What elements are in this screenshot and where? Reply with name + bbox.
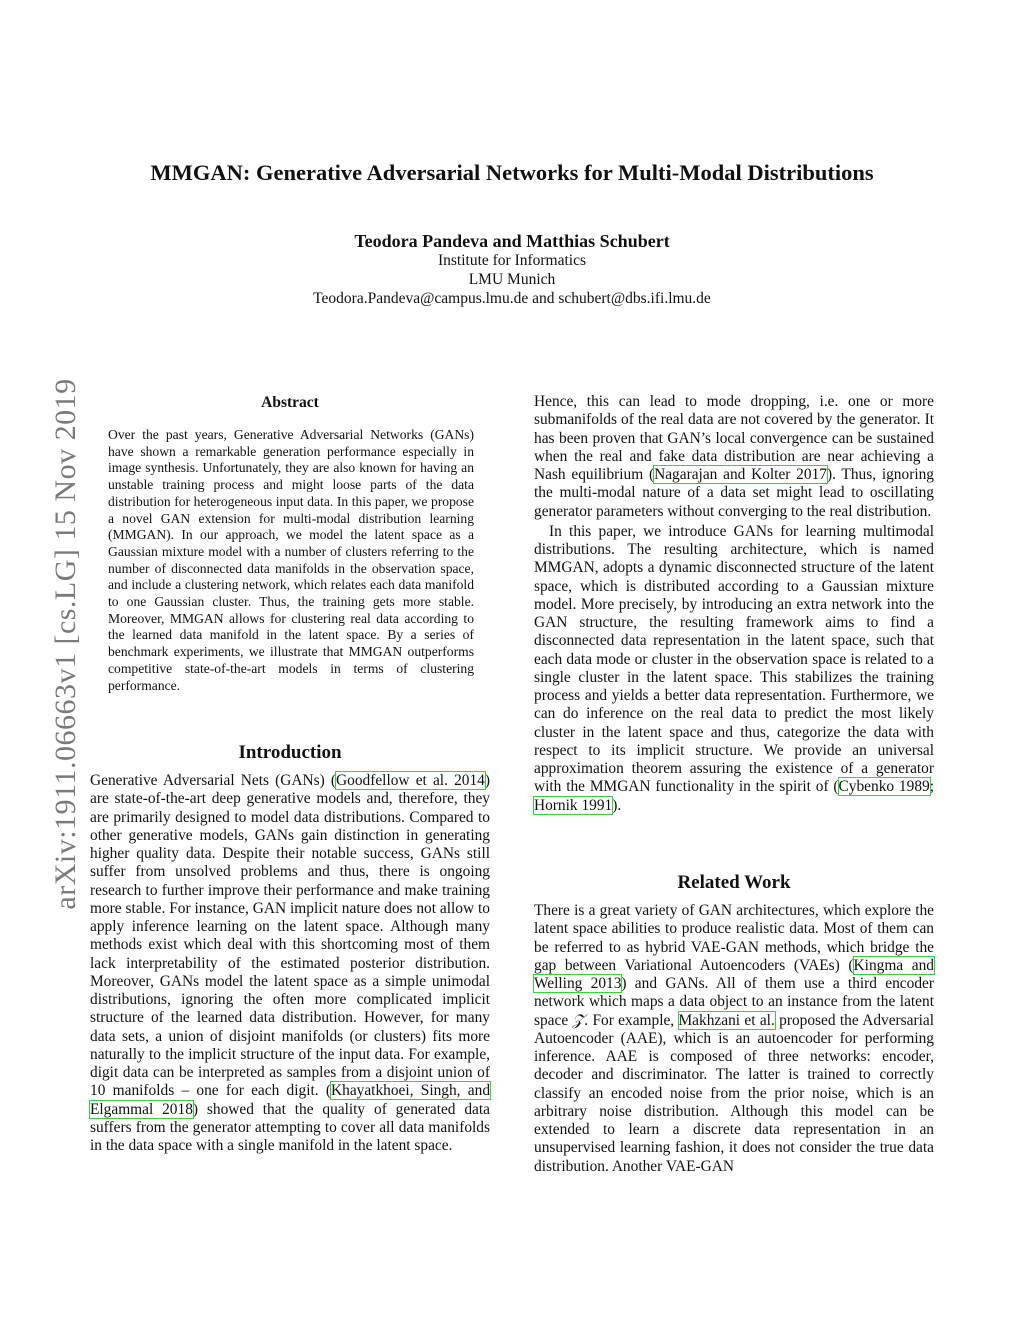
text-run: ) and GANs. All of them use a third encoder network which maps a data object to an instance from the latent space xyxy=(534,975,934,1029)
text-run: In this paper, we introduce GANs for learning multimodal distributions. The resulting architecture, which is named MMGAN, adopts a dynamic disconnected structure of the latent space, which is distributed according to a Gaussian mixture model. More precisely, by introducing an extra network into the GAN structure, the resulting framework aims to find a disconnected data representation in the latent space, such that each data mode or cluster in the observation space is related to a single cluster in the latent space. This stabilizes the training process and yields a better data representation. Furthermore, we can do inference on the real data to predict the most likely cluster in the latent space and thus, categorize the data with respect to its implicit structure. We provide an universal approximation theorem assuring the existence of a generator with the MMGAN functionality in the spirit of ( xyxy=(534,522,934,796)
abstract-text: Over the past years, Generative Adversarial Networks (GANs) have shown a remarkable generation performance especially in image synthesis. Unfortunately, they are also known for having an unstable training process and might loose parts of the data distribution for heterogeneous input data. In this paper, we propose a novel GAN extension for multi-modal distribution learning (MMGAN). In our approach, we model the latent space as a Gaussian mixture model with a number of clusters referring to the number of disconnected data manifolds in the observation space, and include a clustering network, which relates each data manifold to one Gaussian cluster. Thus, the training gets more stable. Moreover, MMGAN allows for clustering real data according to the learned data manifold in the latent space. By a series of benchmark experiments, we illustrate that MMGAN outperforms competitive state-of-the-art models in terms of clustering performance. xyxy=(108,427,474,693)
text-run: Generative Adversarial Nets (GANs) ( xyxy=(90,772,337,789)
related-work-section xyxy=(534,872,934,1176)
introduction-continued xyxy=(534,393,934,815)
citation-hornik[interactable]: Hornik 1991 xyxy=(534,796,613,814)
author-emails: Teodora.Pandeva@campus.lmu.de and schubert@dbs.ifi.lmu.de xyxy=(313,290,711,307)
introduction-section xyxy=(90,742,490,1155)
text-run: . For example, xyxy=(584,1011,679,1029)
introduction-paragraph-3 xyxy=(534,523,934,815)
text-run: ). xyxy=(612,796,622,814)
introduction-paragraph-2 xyxy=(534,393,934,521)
introduction-paragraph-1 xyxy=(90,772,490,1155)
introduction-heading: Introduction xyxy=(238,742,342,763)
text-run: ) are state-of-the-art deep generative models and, therefore, they are primarily designed to model data distributions. Compared to other generative models, GANs gain distinction in generating higher quality data. Despite their notable success, GANs still suffer from unsolved problems and thus, there is ongoing research to further improve their performance and make training more stable. For instance, GAN implicit nature does not allow to apply inference learning on the latent space. Although many methods exist which deal with this shortcoming most of them lack interpretability of the estimated posterior distribution. Moreover, GANs model the latent space as a simple unimodal distributions, ignoring the often more complicated implicit structure of the learned data distribution. However, for many data sets, a union of disjoint manifolds (or clusters) fits more naturally to the implicit structure of the input data. For example, digit data can be interpreted as samples from a disjoint union of 10 manifolds – one for each digit. ( xyxy=(90,772,490,1100)
citation-nagarajan[interactable]: Nagarajan and Kolter 2017 xyxy=(654,466,827,483)
text-run: ) showed that the quality of generated data suffers from the generator attempting to cover all data manifolds in the data space with a single manifold in the latent space. xyxy=(90,1100,490,1154)
arxiv-stamp: arXiv:1911.06663v1 [cs.LG] 15 Nov 2019 xyxy=(49,378,82,910)
citation-cybenko[interactable]: Cybenko 1989 xyxy=(838,778,930,796)
abstract-heading: Abstract xyxy=(261,394,319,411)
citation-makhzani[interactable]: Makhzani et al. xyxy=(678,1011,775,1029)
citation-goodfellow[interactable]: Goodfellow et al. 2014 xyxy=(336,772,485,789)
text-run: proposed the Adversarial Autoencoder (AAE), which is an autoencoder for performing inference. AAE is composed of three networks: encoder, decoder and discriminator. The latter is trained to correctly classify an encoded noise from the prior noise, which is an arbitrary noise distribution. Although this model can be extended to learn a discrete data representation in an unsupervised learning fashion, it does not consider the true data distribution. Another VAE-GAN xyxy=(534,1011,934,1175)
citation-khayatkhoei[interactable]: Khayatkhoei, Singh, and Elgammal 2018 xyxy=(90,1082,491,1118)
paper-title: MMGAN: Generative Adversarial Networks for Multi-Modal Distributions xyxy=(150,160,874,185)
latent-space-symbol: 𝒵 xyxy=(572,1011,585,1029)
citation-kingma[interactable]: Kingma and Welling 2013 xyxy=(534,956,934,992)
related-work-paragraph-1 xyxy=(534,902,934,1176)
text-run: Hence, this can lead to mode dropping, i.e. one or more submanifolds of the real data are not covered by the generator. It has been proven that GAN’s local convergence can be sustained when the real and fake data distribution are near achieving a Nash equilibrium ( xyxy=(534,393,934,483)
text-run: There is a great variety of GAN architectures, which explore the latent space abilities to produce realistic data. Most of them can be referred to as hybrid VAE-GAN methods, which bridge the gap between Variational Autoencoders (VAEs) ( xyxy=(534,902,934,974)
text-run: ). Thus, ignoring the multi-modal nature of a data set might lead to oscillating generator parameters without converging to the real distribution. xyxy=(534,466,934,520)
affiliation-institute: Institute for Informatics xyxy=(437,252,587,269)
affiliation-university: LMU Munich xyxy=(468,271,556,288)
text-run: ; xyxy=(929,778,934,796)
related-work-heading: Related Work xyxy=(677,872,791,893)
author-names: Teodora Pandeva and Matthias Schubert xyxy=(354,231,670,251)
